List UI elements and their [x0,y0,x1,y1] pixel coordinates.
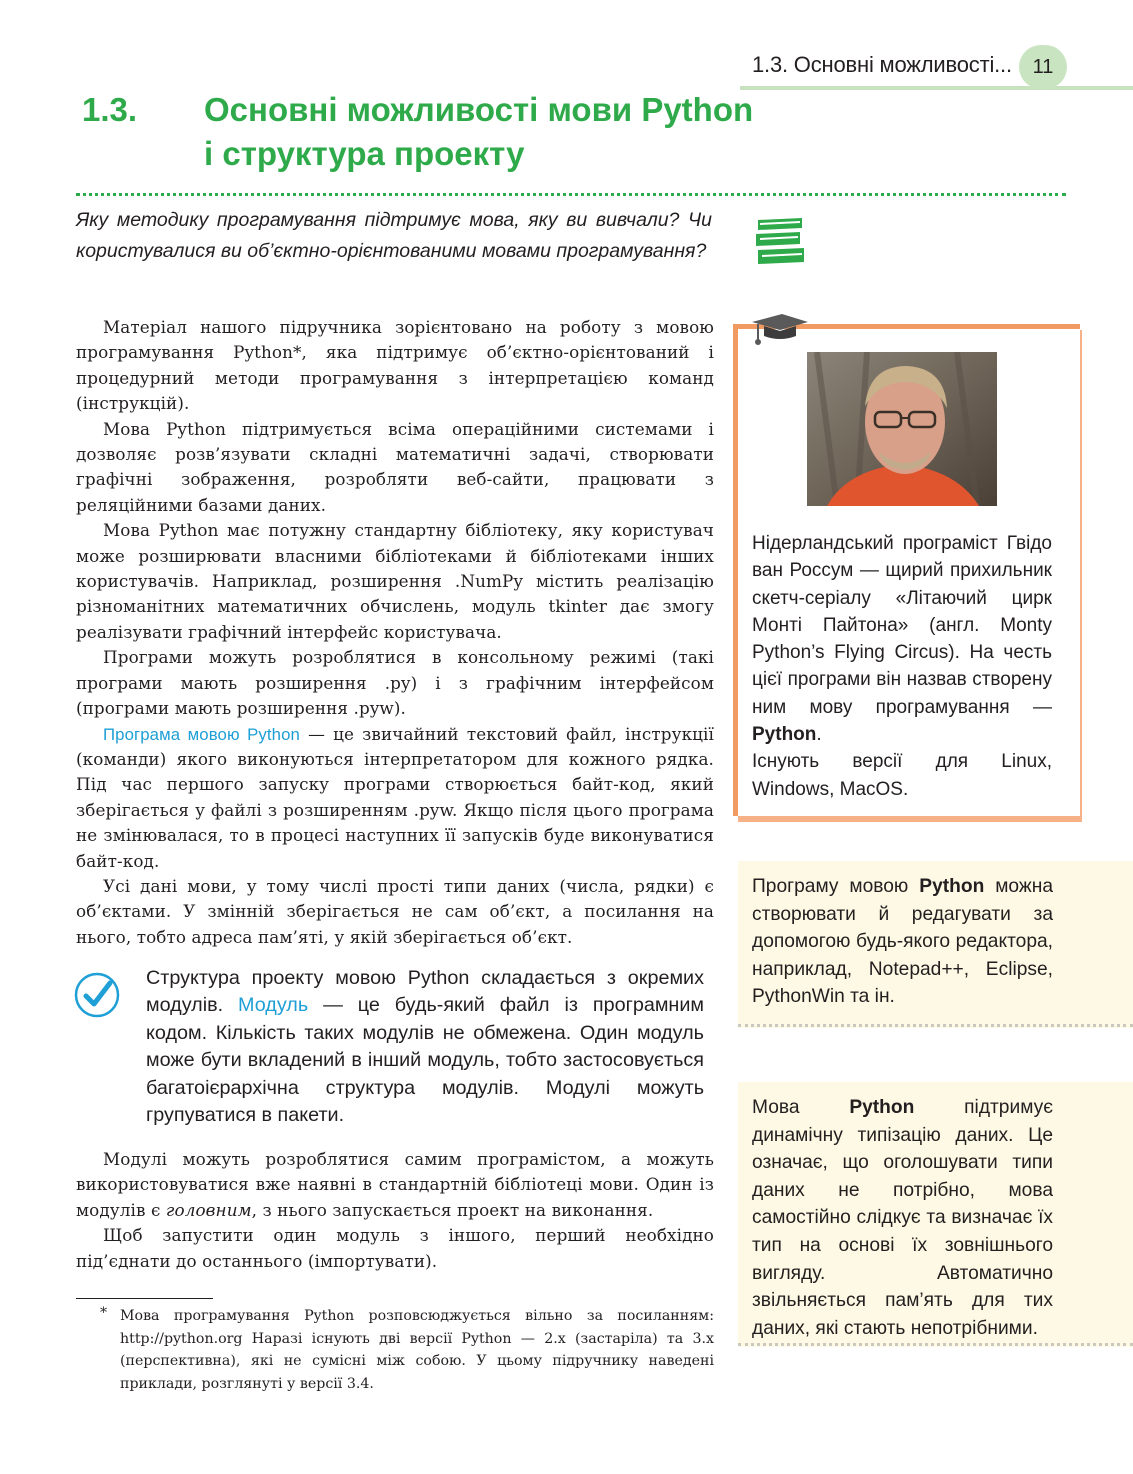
term-python-program: Програма мовою Python [103,724,300,744]
dotted-divider [76,193,1066,196]
section-title-line1: Основні можливості мови Python [204,91,754,128]
running-header: 1.3. Основні можливості... [752,52,1012,77]
note-text: Структура проекту мовою Python складається з окремих модулів. [146,967,704,1017]
section-number: 1.3. [82,91,138,128]
side-note-typing [738,1082,1133,1347]
paragraph-text: , з нього запускається проект на виконання. [251,1199,654,1220]
paragraph: Програми можуть розроблятися в консольному режимі (такі програми мають розширення .py) і з графічним інтерфейсом (програми мають розширення .pyw). [76,647,714,719]
caption-text: . [816,724,822,746]
footnote: Мова програмування Python розповсюджується вільно за посиланням: http://python.org Наразі існують дві версії Python — 2.x (застаріла) та 3.x (перспективна), які не сумісні між собою. У цьому підручнику наведені приклади, розглянуті у версії 3.4. [120,1308,714,1392]
footnote-marker: * [100,1305,108,1321]
emphasis: головним [165,1199,252,1220]
paragraph [76,1147,714,1223]
caption-bold: Python [752,724,817,746]
page-number: 11 [1019,45,1067,89]
side-note-text: Програму мовою [752,876,920,897]
side-note-text: Мова [752,1097,850,1118]
paragraph [76,722,714,874]
note-text: — це будь-який файл із програмним кодом. Кількість таких модулів не обмежена. Один модуль може бути вкладений в інший модуль, тобто застосовується багатоієрархічна структура модулів. Модулі можуть групуватися в пакети. [146,994,704,1127]
term-module: Модуль [238,994,309,1017]
caption-text: Нідерландський програміст Гвідо ван Россум — щирий прихильник скетч-серіалу «Літаючий цирк Монті Пайтона» (англ. Monty Python’s Flying Circus). На честь цієї програми він назвав створену ним мову програмування — [752,533,1052,718]
paragraph-text: Модулі можуть розроблятися самим програмістом, а можуть використовуватися вже наявні в стандартній бібліотеці мови. Один із модулів є [76,1149,714,1220]
body-text-main [76,315,714,950]
side-note-editors [738,861,1133,1028]
side-note-text: можна створювати й редагувати за допомогою будь-якого редактора, наприклад, Notepad++, Eclipse, PythonWin та ін. [752,876,1053,1008]
dotted-divider [738,1024,1133,1027]
books-icon [752,214,808,270]
paragraph-text: — це звичайний текстовий файл, інструкції (команди) якого виконуються інтерпретатором для кожного рядка. Під час першого запуску програми створюється байт-код, який зберігається у файлі з розширенням .pyw. Якщо після цього програма не змінювалася, то в процесі наступних її запусків буде виконуватися байт-код. [76,723,714,871]
graduation-cap-icon [750,310,810,350]
dotted-divider [738,1343,1133,1346]
side-note-text: підтримує динамічну типізацію даних. Це означає, що оголошувати типи даних не потрібно, мова самостійно слідкує та визначає їх тип на основі їх зовнішнього вигляду. Автоматично звільняється пам’ять для тих даних, які стають непотрібними. [752,1097,1053,1339]
paragraph: Щоб запустити один модуль з іншого, перший необхідно під’єднати до останнього (імпортувати). [76,1225,714,1271]
key-note [146,965,704,1129]
paragraph: Мова Python підтримується всіма операційними системами і дозволяє розв’язувати складні математичні задачі, створювати графічні зображення, розробляти веб-сайти, працювати з реляційними базами даних. [76,418,714,515]
author-photo [807,352,997,506]
author-caption [752,530,1052,803]
side-note-bold: Python [919,876,985,897]
paragraph: Усі дані мови, у тому числі прості типи даних (числа, рядки) є об’єктами. У змінній зберігається не сам об’єкт, а посилання на нього, тобто адреса пам’яті, у якій зберігається об’єкт. [76,875,714,947]
section-title-line2: і структура проекту [204,135,525,172]
intro-question: Яку методику програмування підтримує мова, яку ви вивчали? Чи користувалися ви об’єктно-орієнтованими мовами програмування? [76,209,712,262]
caption-text: Існують версії для Linux, Windows, MacOS. [752,751,1052,800]
paragraph: Мова Python має потужну стандартну бібліотеку, яку користувач може розширювати власними бібліотеками й бібліотеками інших користувачів. Наприклад, розширення .NumPy містить реалізацію різноманітних математичних обчислень, модуль tkinter дає змогу реалізувати графічний інтерфейс користувача. [76,520,714,642]
check-circle-icon [73,971,121,1019]
side-note-bold: Python [849,1097,915,1118]
body-text-continued [76,1147,714,1274]
footnote-rule [76,1298,213,1299]
section-title [204,88,844,176]
paragraph: Матеріал нашого підручника зорієнтовано на роботу з мовою програмування Python*, яка підтримує об’єктно-орієнтований і процедурний методи програмування з інтерпретацією команд (інструкцій). [76,317,714,414]
